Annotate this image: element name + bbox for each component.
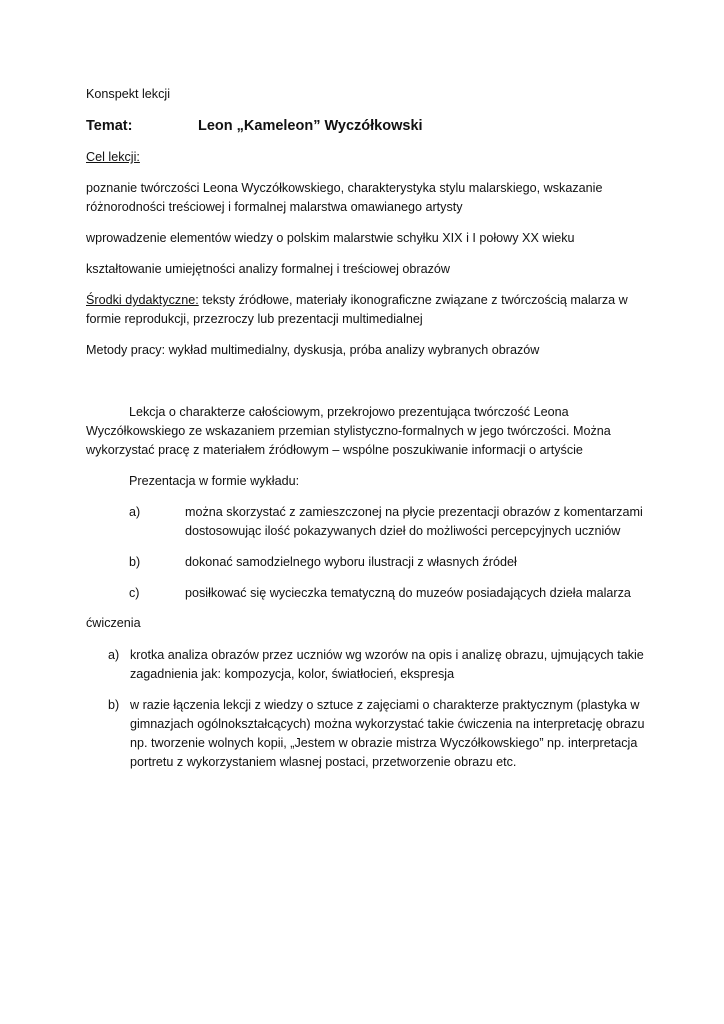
exercise-item	[108, 646, 648, 684]
presentation-item	[129, 584, 645, 603]
presentation-item	[129, 503, 645, 541]
list-marker: a)	[108, 648, 120, 662]
topic-label: Temat:	[86, 118, 133, 134]
list-marker: a)	[129, 505, 141, 519]
presentation-heading: Prezentacja w formie wykładu:	[129, 474, 300, 488]
means-paragraph	[86, 291, 646, 329]
list-marker: b)	[108, 698, 120, 712]
methods-paragraph: Metody pracy: wykład multimedialny, dyskusja, próba analizy wybranych obrazów	[86, 343, 540, 357]
goal-heading: Cel lekcji:	[86, 150, 140, 164]
intro-paragraph: Lekcja o charakterze całościowym, przekrojowo prezentująca twórczość Leona Wyczółkowskiego ze wskazaniem przemian stylistyczno-formalnych w jego twórczości. Można wykorzystać pracę z materiałem źródłowym – wspólne poszukiwanie informacji o artyście	[86, 405, 611, 457]
means-label: Środki dydaktyczne:	[86, 293, 199, 307]
topic-title: Leon „Kameleon” Wyczółkowski	[198, 118, 423, 134]
presentation-item	[129, 553, 645, 572]
list-text: posiłkować się wycieczka tematyczną do muzeów posiadających dzieła malarza	[185, 586, 631, 600]
goal-item: wprowadzenie elementów wiedzy o polskim malarstwie schyłku XIX i I połowy XX wieku	[86, 231, 575, 245]
list-text: krotka analiza obrazów przez uczniów wg wzorów na opis i analizę obrazu, ujmujących takie zagadnienia jak: kompozycja, kolor, światłocień, ekspresja	[130, 648, 644, 681]
list-text: w razie łączenia lekcji z wiedzy o sztuce z zajęciami o charakterze praktycznym (plastyka w gimnazjach ogólnokształcących) można wykorzystać takie ćwiczenia na interpretację obrazu np. tworzenie wolnych kopii, „Jestem w obrazie mistrza Wyczółkowskiego” np. interpretacja portretu z wykorzystaniem wlasnej postaci, przetworzenie obrazu etc.	[130, 698, 645, 769]
topic-line	[86, 116, 646, 136]
exercise-item	[108, 696, 648, 772]
exercises-heading: ćwiczenia	[86, 616, 141, 630]
list-text: dokonać samodzielnego wyboru ilustracji z własnych źródeł	[185, 555, 517, 569]
list-text: można skorzystać z zamieszczonej na płycie prezentacji obrazów z komentarzami dostosowując ilość pokazywanych dzieł do możliwości percepcyjnych uczniów	[185, 505, 643, 538]
means-text: teksty źródłowe, materiały ikonograficzne związane z twórczością malarza w formie reprodukcji, przezroczy lub prezentacji multimedialnej	[86, 293, 628, 326]
document-header: Konspekt lekcji	[86, 87, 170, 101]
list-marker: b)	[129, 555, 141, 569]
goal-item: poznanie twórczości Leona Wyczółkowskiego, charakterystyka stylu malarskiego, wskazanie różnorodności treściowej i formalnej malarstwa omawianego artysty	[86, 181, 603, 214]
goal-item: kształtowanie umiejętności analizy formalnej i treściowej obrazów	[86, 262, 450, 276]
list-marker: c)	[129, 586, 140, 600]
